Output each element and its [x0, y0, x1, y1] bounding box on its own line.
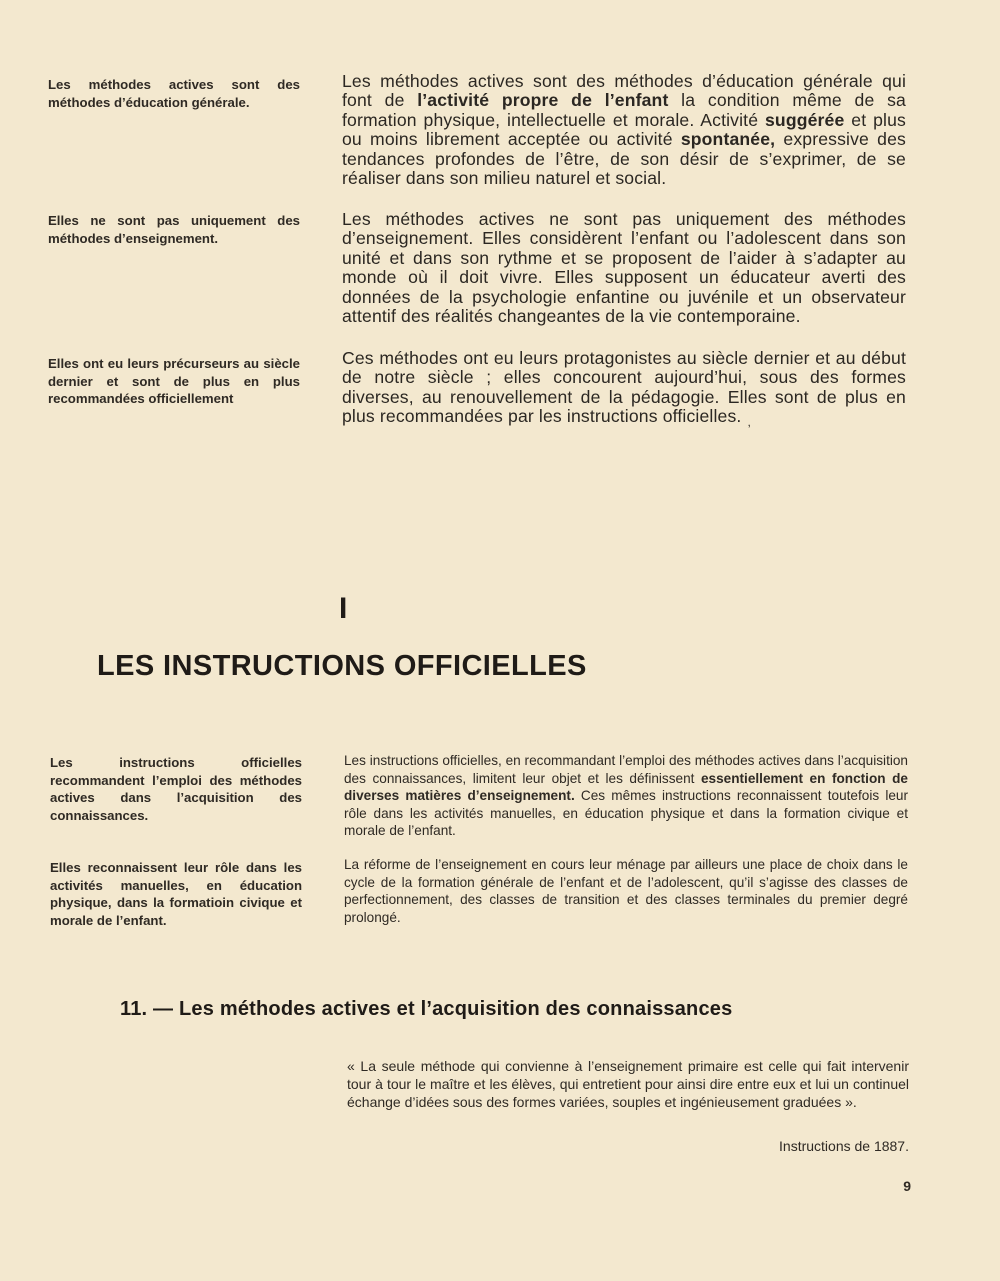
text-span: expressive des tendances profondes de l’être, de son désir de s’exprimer, de se réaliser dans son milieu naturel et social.: [342, 129, 906, 189]
paragraph-precursors: [342, 349, 906, 433]
stray-mark: ,: [747, 415, 751, 430]
margin-note-manual-activities: Elles reconnaissent leur rôle dans les activités manuelles, en éducation physique, dans la formatioin civique et morale de l’enfant.: [50, 860, 302, 928]
chapter-title: LES INSTRUCTIONS OFFICIELLES: [97, 650, 587, 682]
margin-note-official-instructions: Les instructions officielles recommandent l’emploi des méthodes actives dans l’acquisition des connaissances.: [50, 755, 302, 823]
emphasis-suggeree: suggérée: [765, 109, 845, 130]
text-span: Ces mêmes instructions reconnaissent toutefois leur rôle dans les activités manuelles, en éducation physique et dans la formation civique et morale de l’enfant.: [344, 788, 908, 838]
paragraph-not-only-teaching: Les méthodes actives ne sont pas uniquement des méthodes d’enseignement. Elles considèrent l’enfant ou l’adolescent dans son unité et dans son rythme et se proposent de l’aider à s’adapter au monde où il doit vivre. Elles supposent un éducateur averti des données de la psychologie enfantine ou juvénile et un observateur attentif des réalités changeantes de la vie contemporaine.: [342, 209, 906, 327]
quotation-source: Instructions de 1887.: [779, 1138, 909, 1154]
margin-note-general-education: Les méthodes actives sont des méthodes d’éducation générale.: [48, 77, 300, 110]
emphasis-activite-propre: l’activité propre de l’enfant: [417, 90, 669, 111]
text-span: la condition même de sa formation physique, intellectuelle et morale. Activité: [342, 90, 906, 130]
page-number: 9: [903, 1178, 911, 1194]
text-span: Ces méthodes ont eu leurs protagonistes au siècle dernier et au début de notre siècle ; elles concourent aujourd’hui, sous des formes diverses, au renouvellement de la pédagogie. Elles sont de plus en plus recommandées par les instructions officielles.: [342, 348, 906, 427]
text-span: et plus ou moins librement acceptée ou activité: [342, 109, 906, 150]
quotation: « La seule méthode qui convienne à l’enseignement primaire est celle qui fait intervenir tour à tour le maître et les élèves, qui entretient pour ainsi dire entre eux et lui un continuel échange d’idées sous des formes variées, souples et ingénieusement graduées ».: [347, 1058, 909, 1110]
paragraph-reform: La réforme de l’enseignement en cours leur ménage par ailleurs une place de choix dans le cycle de la formation générale de l’enfant et de l’adolescent, qu’il s’agisse des classes de perfectionnement, des classes de transition et des classes terminales du premier degré prolongé.: [344, 857, 908, 925]
section-heading: 11. — Les méthodes actives et l’acquisition des connaissances: [120, 998, 733, 1020]
text-span: Les instructions officielles, en recommandant l’emploi des méthodes actives dans l’acquisition des connaissances, limitent leur objet et les définissent: [344, 753, 908, 786]
emphasis-spontanee: spontanée,: [680, 129, 776, 150]
chapter-number: I: [339, 592, 348, 625]
margin-note-not-only-teaching: Elles ne sont pas uniquement des méthodes d’enseignement.: [48, 213, 300, 246]
paragraph-general-education: [342, 72, 906, 188]
text-span: Les méthodes actives sont des méthodes d’éducation générale qui font de: [342, 71, 906, 111]
paragraph-official-instructions: [344, 752, 908, 840]
emphasis-matieres: essentiellement en fonction de diverses matières d’enseignement.: [344, 770, 908, 803]
margin-note-precursors: Elles ont eu leurs précurseurs au siècle dernier et sont de plus en plus recommandées officiellement: [48, 356, 300, 406]
